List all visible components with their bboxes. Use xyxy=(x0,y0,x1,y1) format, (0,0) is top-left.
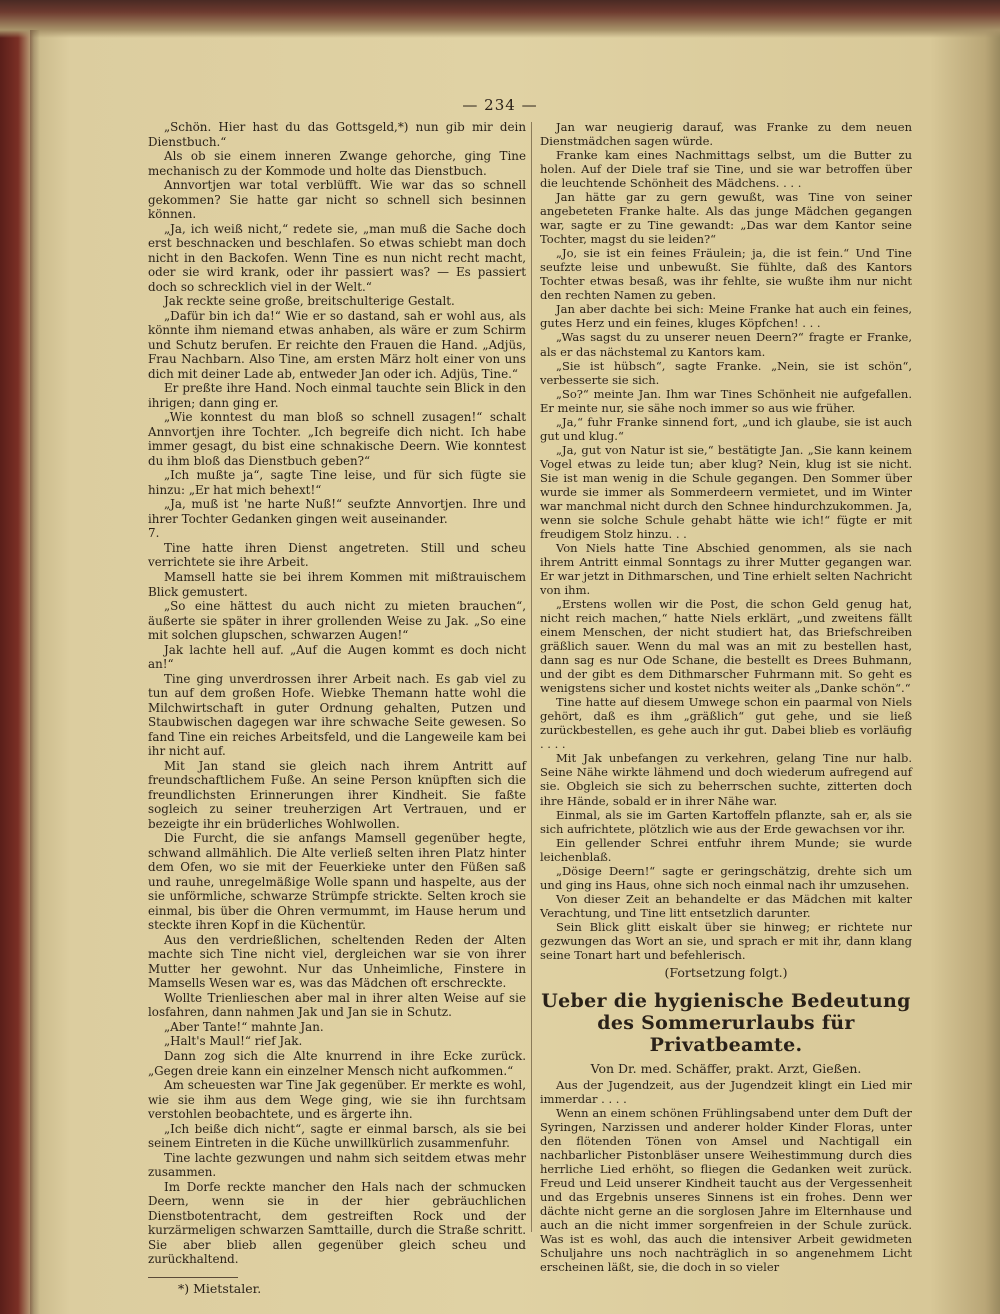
paragraph: Jan hätte gar zu gern gewußt, was Tine von seiner angebeteten Franke halte. Als das junge Mädchen gegangen war, sagte er zu Tine gewandt: „Das war dem Kantor seine Tochter, magst du sie leiden?“ xyxy=(540,190,912,247)
paragraph: „Sie ist hübsch“, sagte Franke. „Nein, sie ist schön“, verbesserte sie sich. xyxy=(540,358,912,387)
paragraph: Als ob sie einem inneren Zwange gehorche, ging Tine mechanisch zu der Kommode und holte das Dienstbuch. xyxy=(148,149,526,178)
paragraph: „Dösige Deern!“ sagte er geringschätzig, drehte sich um und ging ins Haus, ohne sich noch einmal nach ihr umzusehen. xyxy=(540,863,912,892)
paragraph: Tine lachte gezwungen und nahm sich seitdem etwas mehr zusammen. xyxy=(148,1150,526,1180)
paragraph: „So?“ meinte Jan. Ihm war Tines Schönheit nie aufgefallen. Er meinte nur, sie sähe noch immer so aus wie früher. xyxy=(540,386,912,415)
paragraph: Einmal, als sie im Garten Kartoffeln pflanzte, sah er, als sie sich aufrichtete, plötzlich wie aus der Erde gewachsen vor ihr. xyxy=(540,807,912,836)
paragraph: Die Furcht, die sie anfangs Mamsell gegenüber hegte, schwand allmählich. Die Alte verließ selten ihren Platz hinter dem Ofen, wo sie mit der Feuerkieke unter den Füßen saß und rauhe, unregelmäßige Wolle spann und haspelte, aus der sie unförmliche, schwarze Strümpfe strickte. Selten kroch sie einmal, bis über die Ohren vermummt, im Hause herum und steckte ihren Kopf in die Küchentür. xyxy=(148,831,526,933)
paragraph: Aus der Jugendzeit, aus der Jugendzeit klingt ein Lied mir immerdar . . . . xyxy=(540,1077,912,1106)
section-number: 7. xyxy=(148,526,160,541)
paragraph: „Erstens wollen wir die Post, die schon Geld genug hat, nicht reich machen,“ hatte Niels erklärt, „und zweitens fällt einem Menschen, der nicht studiert hat, das Briefschreiben gräßlich sauer. Wenn du mal was an mit zu bestellen hast, dann sag es nur Ode Schane, die bestellt es Drees Buhmann, und der gibt es dem Dithmarscher Fuhrmann mit. So geht es wenigstens sicher und kostet nichts weiter als „Danke schön“.“ xyxy=(540,597,912,696)
binding-spine xyxy=(30,30,40,1314)
paragraph: Franke kam eines Nachmittags selbst, um die Butter zu holen. Auf der Diele traf sie Tine, und sie war betroffen über die leuchtende Schönheit des Mädchens. . . . xyxy=(540,148,912,191)
paragraph: Er preßte ihre Hand. Noch einmal tauchte sein Blick in den ihrigen; dann ging er. xyxy=(148,381,526,410)
paragraph: Jak reckte seine große, breitschulterige Gestalt. xyxy=(164,294,455,309)
page-top-edge xyxy=(0,0,1000,38)
paragraph: Wenn an einem schönen Frühlingsabend unter dem Duft der Syringen, Narzissen und anderer holder Kinder Floras, unter den flötenden Tönen von Amsel und Nachtigall ein nachbarlicher Pistonbläser unsere Weihestimmung durch dies herrliche Lied erhöht, so fliegen die Gedanken weit zurück. Freud und Leid unserer Kindheit taucht aus der Vergessenheit und das Ergebnis unseres Sinnens ist ein frohes. Denn wer dächte nicht gerne an die sorglosen Jahre im Elternhause und auch an die nicht immer sorgenfreien in der Schule zurück. Was ist es wohl, das auch die intensiver Arbeit gewidmeten Schuljahre uns noch nachträglich in so angenehmem Licht erscheinen läßt, sie, die doch in so vieler xyxy=(540,1106,912,1275)
paragraph: „Jo, sie ist ein feines Fräulein; ja, die ist fein.“ Und Tine seufzte leise und unbewußt. Sie fühlte, daß des Kantors Tochter etwas besaß, was ihr fehlte, sie wußte ihm nur nicht den rechten Namen zu geben. xyxy=(540,246,912,303)
column-divider xyxy=(531,122,532,1232)
paragraph: „Halt's Maul!“ rief Jak. xyxy=(164,1034,303,1049)
footnote-rule xyxy=(148,1277,238,1278)
paragraph: „Aber Tante!“ mahnte Jan. xyxy=(164,1019,324,1034)
paragraph: „Ja, ich weiß nicht,“ redete sie, „man muß die Sache doch erst beschnacken und beschlafen. So etwas schiebt man doch nicht in den Backofen. Wenn Tine es nun nicht recht macht, oder sie wird krank, oder ihr passiert was? — Es passiert doch so schrecklich viel in der Welt.“ xyxy=(148,221,526,294)
paragraph: Im Dorfe reckte mancher den Hals nach der schmucken Deern, wenn sie in der hier gebräuchlichen Dienstbotentracht, dem gestreiften Rock und der kurzärmeligen schwarzen Samttaille, durch die Straße schritt. Sie aber blieb allen gegenüber gleich scheu und zurückhaltend. xyxy=(148,1179,526,1267)
paragraph: Dann zog sich die Alte knurrend in ihre Ecke zurück. „Gegen dreie kann ein einzelner Mensch nicht aufkommen.“ xyxy=(148,1049,526,1078)
paragraph: Annvortjen war total verblüfft. Wie war das so schnell gekommen? Sie hatte gar nicht so schnell sich besinnen können. xyxy=(148,178,526,222)
paragraph: „Dafür bin ich da!“ Wie er so dastand, sah er wohl aus, als könnte ihm niemand etwas anhaben, als wäre er zum Schirm und Schutz berufen. Er reichte den Frauen die Hand. „Adjüs, Frau Nachbarn. Also Tine, am ersten März holt einer von uns dich mit deiner Lade ab, entweder Jan oder ich. Adjüs, Tine.“ xyxy=(148,308,526,381)
paragraph: „Ja,“ fuhr Franke sinnend fort, „und ich glaube, sie ist auch gut und klug.“ xyxy=(540,414,912,443)
paragraph: „So eine hättest du auch nicht zu mieten brauchen“, äußerte sie später in ihrer grollenden Weise zu Jak. „So eine mit solchen glupschen, schwarzen Augen!“ xyxy=(148,599,526,643)
paragraph: „Schön. Hier hast du das Gottsgeld,*) nun gib mir dein Dienstbuch.“ xyxy=(148,120,526,149)
paragraph: Von dieser Zeit an behandelte er das Mädchen mit kalter Verachtung, und Tine litt entsetzlich darunter. xyxy=(540,891,912,920)
paragraph: Mamsell hatte sie bei ihrem Kommen mit mißtrauischem Blick gemustert. xyxy=(148,569,526,599)
paragraph: „Ich mußte ja“, sagte Tine leise, und für sich fügte sie hinzu: „Er hat mich behext!“ xyxy=(148,468,526,497)
paragraph: „Was sagst du zu unserer neuen Deern?“ fragte er Franke, als er das nächstemal zu Kantors kam. xyxy=(540,330,912,359)
paragraph: Sein Blick glitt eiskalt über sie hinweg; er richtete nur gezwungen das Wort an sie, und sprach er mit ihr, dann klang seine Tonart hart und befehlerisch. xyxy=(540,919,912,962)
paragraph: Tine ging unverdrossen ihrer Arbeit nach. Es gab viel zu tun auf dem großen Hofe. Wiebke Themann hatte wohl die Milchwirtschaft in guter Ordnung gehalten, Putzen und Staubwischen dagegen war ihre schwache Seite gewesen. So fand Tine ein reiches Arbeitsfeld, und die Langeweile kam bei ihr nicht auf. xyxy=(148,671,526,759)
paragraph: Ein gellender Schrei entfuhr ihrem Munde; sie wurde leichenblaß. xyxy=(540,835,912,864)
paragraph: Jak lachte hell auf. „Auf die Augen kommt es doch nicht an!“ xyxy=(148,642,526,672)
paragraph: Tine hatte auf diesem Umwege schon ein paarmal von Niels gehört, daß es ihm „gräßlich“ gut gehe, und sie ließ zurückbestellen, es gehe auch ihr gut. Dabei blieb es vorläufig . . . . xyxy=(540,695,912,752)
right-column xyxy=(540,120,912,1274)
paragraph: Wollte Trienlieschen aber mal in ihrer alten Weise auf sie losfahren, dann nahmen Jak und Jan sie in Schutz. xyxy=(148,990,526,1020)
paragraph: Mit Jak unbefangen zu verkehren, gelang Tine nur halb. Seine Nähe wirkte lähmend und doch wiederum aufregend auf sie. Obgleich sie sich zu beherrschen suchte, zitterten doch ihre Hände, sobald er in ihrer Nähe war. xyxy=(540,751,912,808)
paragraph: „Ich beiße dich nicht“, sagte er einmal barsch, als sie bei seinem Eintreten in die Küche unwillkürlich zusammenfuhr. xyxy=(148,1121,526,1151)
paragraph: Tine hatte ihren Dienst angetreten. Still und scheu verrichtete sie ihre Arbeit. xyxy=(148,540,526,570)
paragraph: Mit Jan stand sie gleich nach ihrem Antritt auf freundschaftlichem Fuße. An seine Person knüpften sich die freundlichsten Erinnerungen ihrer Kindheit. Sie faßte sogleich zu seiner treuherzigen Art Vertrauen, und er bezeigte ihr ein brüderliches Wohlwollen. xyxy=(148,758,526,831)
paragraph: „Ja, gut von Natur ist sie,“ bestätigte Jan. „Sie kann keinem Vogel etwas zu leide tun; aber klug? Nein, klug ist sie nicht. Sie ist man wenig in die Schule gegangen. Den Sommer über wurde sie immer als Sommerdeern vermietet, und im Winter war manchmal nicht durch den Schnee hindurchzukommen. Ja, wenn sie solche Schule gehabt hätte wie ich!“ fügte er mit freudigem Stolz hinzu. . . xyxy=(540,442,912,541)
paragraph: Jan war neugierig darauf, was Franke zu dem neuen Dienstmädchen sagen würde. xyxy=(540,120,912,149)
paragraph: „Ja, muß ist 'ne harte Nuß!“ seufzte Annvortjen. Ihre und ihrer Tochter Gedanken gingen weit auseinander. xyxy=(148,497,526,526)
article-author: Von Dr. med. Schäffer, prakt. Arzt, Gießen. xyxy=(590,1060,862,1076)
paragraph: Am scheuesten war Tine Jak gegenüber. Er merkte es wohl, wie sie ihm aus dem Wege ging, wie sie ihn furchtsam verstohlen beobachtete, und es ärgerte ihn. xyxy=(148,1078,526,1122)
article-title: Ueber die hygienische Bedeutung des Sommerurlaubs für Privatbeamte. xyxy=(541,989,911,1056)
paragraph: „Wie konntest du man bloß so schnell zusagen!“ schalt Annvortjen ihre Tochter. „Ich begreife dich nicht. Ich habe immer gesagt, du bist eine schnakische Deern. Wie konntest du ihm bloß das Dienstbuch geben?“ xyxy=(148,410,526,468)
page-number: — 234 — xyxy=(462,96,538,114)
paragraph: Aus den verdrießlichen, scheltenden Reden der Alten machte sich Tine nicht viel, dergleichen war sie von ihrer Mutter her gewohnt. Nur das Unheimliche, Finstere in Mamsells Wesen war es, was das Mädchen oft erschreckte. xyxy=(148,932,526,991)
paragraph: Jan aber dachte bei sich: Meine Franke hat auch ein feines, gutes Herz und ein feines, kluges Köpfchen! . . . xyxy=(540,302,912,331)
continuation-note: (Fortsetzung folgt.) xyxy=(664,964,788,980)
left-column xyxy=(148,120,526,1296)
footnote: *) Mietstaler. xyxy=(178,1280,262,1296)
paragraph: Von Niels hatte Tine Abschied genommen, als sie nach ihrem Antritt einmal Sonntags zu ihrer Mutter gegangen war. Er war jetzt in Dithmarschen, und Tine erhielt selten Nachricht von ihm. xyxy=(540,540,912,598)
